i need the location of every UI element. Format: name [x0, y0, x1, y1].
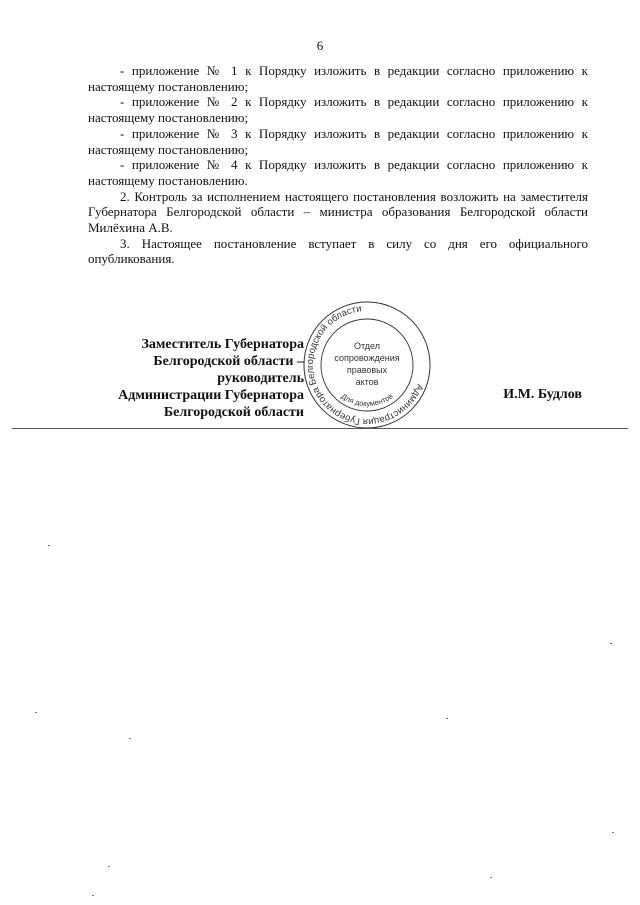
document-body: [88, 63, 588, 267]
seal-center-line: правовых: [346, 365, 388, 375]
list-item: - приложение № 1 к Порядку изложить в редакции согласно приложению к настоящему постановлению;: [88, 63, 588, 94]
scan-speck: [446, 718, 448, 719]
signatory-position-line: Заместитель Губернатора: [141, 337, 304, 352]
seal-center-line: сопровождения: [334, 353, 400, 363]
signatory-position-line: Администрации Губернатора: [118, 388, 304, 403]
paragraph-control: 2. Контроль за исполнением настоящего постановления возложить на заместителя Губернатора Белгородской области – министра образования Белгородской области Милёхина А.В.: [88, 188, 588, 236]
paragraph-effective-date: 3. Настоящее постановление вступает в силу со дня его официального опубликования.: [88, 235, 588, 267]
scan-speck: [48, 545, 50, 546]
seal-center-line: актов: [355, 377, 379, 387]
list-item: - приложение № 3 к Порядку изложить в редакции согласно приложению к настоящему постановлению;: [88, 125, 588, 157]
seal-ring-text: Администрация Губернатора Белгородской области: [304, 303, 426, 428]
signatory-name: И.М. Будлов: [503, 387, 582, 402]
signatory-position: [82, 336, 304, 421]
scan-speck: [612, 832, 614, 833]
scan-speck: [35, 712, 37, 713]
scan-speck: [129, 738, 131, 739]
scan-speck: [610, 643, 612, 644]
scan-speck: [92, 895, 94, 896]
signatory-position-line: Белгородской области – руководитель: [153, 354, 304, 386]
list-item: - приложение № 2 к Порядку изложить в редакции согласно приложению к настоящему постановлению;: [88, 94, 588, 126]
seal-bottom-text: Для документов: [339, 391, 395, 409]
signatory-position-line: Белгородской области: [163, 405, 304, 420]
list-item: - приложение № 4 к Порядку изложить в редакции согласно приложению к настоящему постановлению.: [88, 157, 588, 188]
seal-center-line: Отдел: [353, 341, 381, 351]
scan-speck: [490, 877, 492, 878]
scan-rule-line: [12, 428, 628, 429]
scan-speck: [108, 866, 110, 867]
official-seal-stamp: [302, 300, 432, 430]
page-number: 6: [316, 38, 324, 53]
